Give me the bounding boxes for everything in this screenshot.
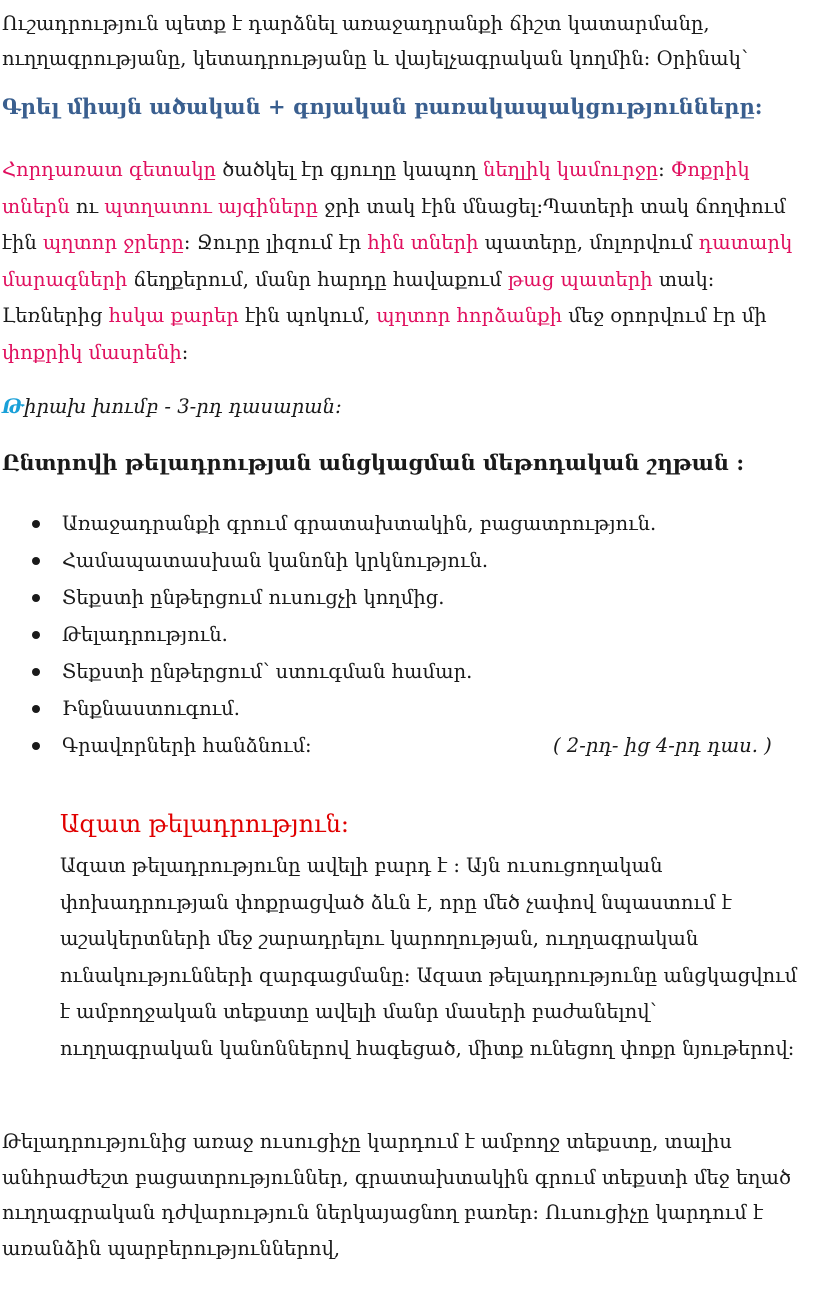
step-text: Տեքստի ընթերցում ուսուցչի կողմից.: [62, 586, 445, 609]
list-item: [0, 727, 810, 764]
passage-text: ծածկել էր գյուղը կապող: [216, 158, 483, 181]
grade-note: ( 2-րդ- ից 4-րդ դաս. ): [553, 734, 772, 757]
highlighted-phrase: Փոքրիկ տներն: [2, 158, 750, 218]
highlighted-phrase: թաց պատերի: [507, 267, 653, 291]
final-paragraph: Թելադրությունից առաջ ուսուցիչը կարդում է ամբողջ տեքստը, տալիս անհրաժեշտ բացատրություններ, գրատախտակին գրում տեքստի մեջ եղած ուղղագրական դժվարություն ներկայացնող բառեր: Ուսուցիչը կարդում է առանձին պարբերություններով,: [2, 1130, 791, 1260]
passage-text: ու: [69, 194, 105, 218]
highlighted-phrase: Հորդառատ գետակը: [2, 158, 217, 181]
highlighted-phrase: պղտոր հորձանքի: [376, 304, 563, 327]
free-dictation-paragraph: Ազատ թելադրությունը ավելի բարդ է : Այն ուսուցողական փոխադրության փոքրացված ձևն է, որը մեծ չափով նպաստում է աշակերտների մեջ շարադրելու կարողության, ուղղագրական ունակությունների զարգացմանը: Ազատ թելադրությունը անցկացվում է ամբողջական տեքստը ավելի մանր մասերի բաժանելով՝ ուղղագրական կանոններով հագեցած, միտք ունեցող փոքր նյութերով:: [60, 854, 798, 1060]
bullet-icon: [32, 557, 40, 565]
bullet-icon: [32, 520, 40, 528]
passage-text: էին պոկում,: [238, 304, 377, 327]
intro-paragraph: Ուշադրություն պետք է դարձնել առաջադրանքի ճիշտ կատարմանը, ուղղագրությանը, կետադրությանը և վայելչագրական կողմին: Օրինակ՝: [2, 12, 748, 70]
list-item: [0, 505, 810, 542]
step-text: Ինքնաստուգում.: [62, 697, 240, 720]
group-label-initial: Թ: [2, 395, 24, 418]
highlighted-phrase: դատարկ մարագների: [2, 231, 793, 291]
bullet-icon: [32, 742, 40, 750]
group-label-rest: իրախ խումբ - 3-րդ դասարան:: [23, 395, 342, 418]
passage-text: պատերը, մոլորվում: [478, 231, 699, 254]
list-item: [0, 542, 810, 579]
list-item: [0, 690, 810, 727]
bullet-icon: [32, 594, 40, 602]
bullet-icon: [32, 631, 40, 639]
step-text: Գրավորների հանձնում:: [62, 734, 312, 757]
highlighted-phrase: փոքրիկ մասրենի: [2, 340, 182, 364]
highlighted-phrase: հին տների: [367, 231, 479, 254]
bullet-icon: [32, 668, 40, 676]
highlighted-phrase: հսկա քարեր: [108, 304, 239, 327]
step-text: Թելադրություն.: [62, 623, 228, 646]
step-text: Համապատասխան կանոնի կրկնություն.: [62, 549, 489, 572]
list-item: [0, 616, 810, 653]
group-label: [2, 395, 342, 418]
passage-text: ջրի տակ էին մնացել:Պատերի տակ ճողփում էին: [2, 194, 786, 254]
method-steps-list: [0, 505, 810, 764]
highlighted-phrase: պտղատու այգիները: [104, 194, 319, 218]
example-passage: [2, 152, 808, 371]
bullet-icon: [32, 705, 40, 713]
passage-text: :: [181, 340, 189, 364]
passage-text: մեջ օրորվում էր մի: [562, 304, 767, 327]
step-text: Առաջադրանքի գրում գրատախտակին, բացատրություն.: [62, 512, 657, 535]
list-item: [0, 579, 810, 616]
method-heading: Ընտրովի թելադրության անցկացման մեթոդական շղթան :: [2, 450, 745, 475]
free-dictation-heading: Ազատ թելադրություն:: [60, 810, 350, 838]
passage-text: :: [658, 158, 671, 181]
step-text: Տեքստի ընթերցում՝ ստուգման համար.: [62, 660, 473, 683]
highlighted-phrase: պղտոր ջրերը: [42, 231, 184, 254]
highlighted-phrase: նեղլիկ կամուրջը: [483, 158, 659, 181]
passage-text: տակ: Լեռներից: [2, 267, 715, 327]
passage-text: : Ջուրը լիզում էր: [183, 231, 368, 254]
passage-text: ճեղքերում, մանր հարդը հավաքում: [127, 267, 508, 291]
list-item: [0, 653, 810, 690]
task-heading: Գրել միայն ածական + գոյական բառակապակցությունները:: [2, 94, 763, 119]
